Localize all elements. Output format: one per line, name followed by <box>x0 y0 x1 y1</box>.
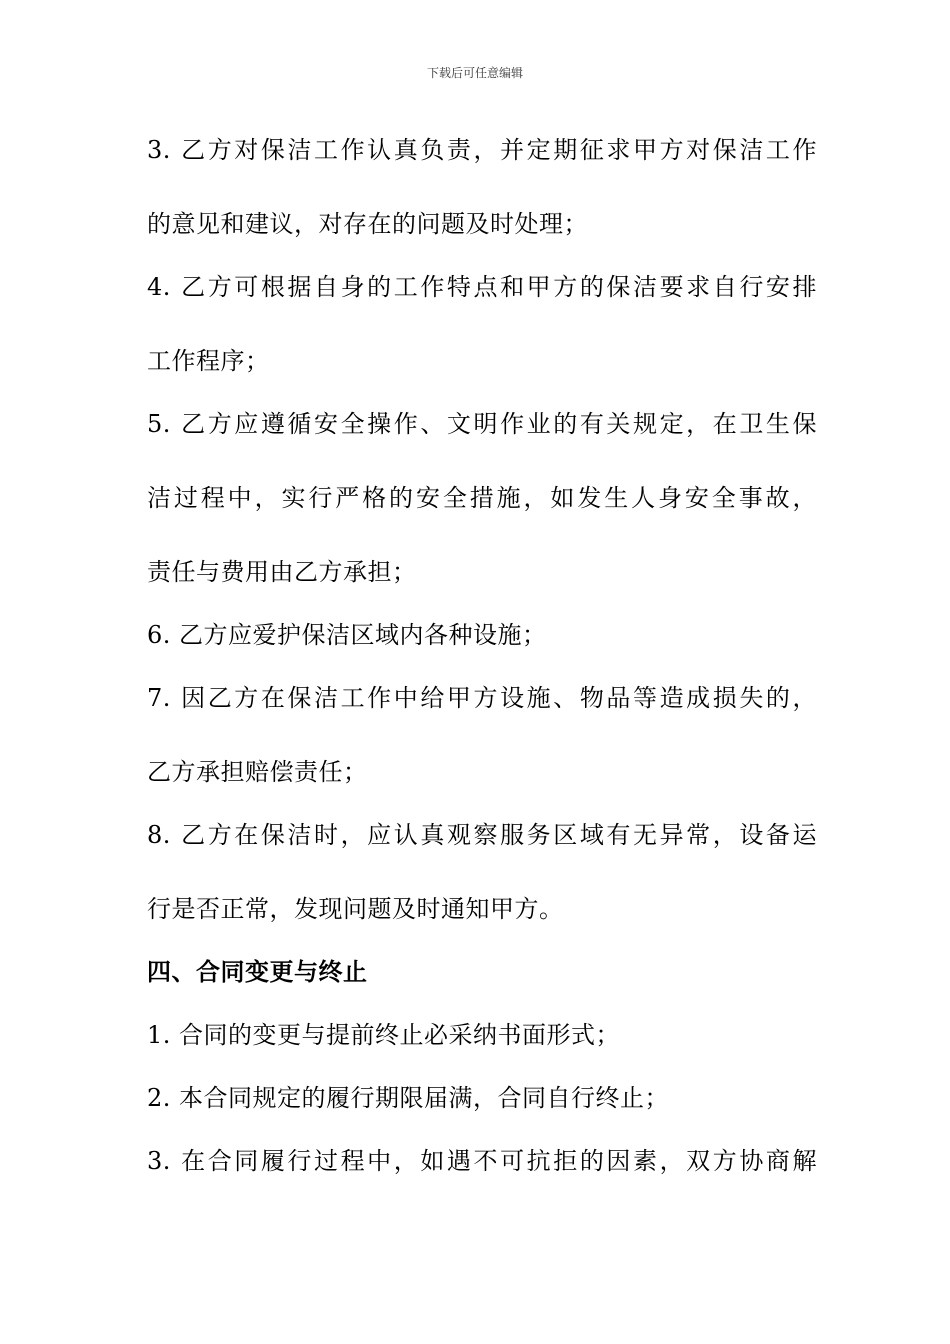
clause-7-line-2: 乙方承担赔偿责任； <box>147 758 368 786</box>
clause-5-line-3: 责任与费用由乙方承担； <box>147 558 417 586</box>
section4-clause-2: 2. 本合同规定的履行期限届满，合同自行终止； <box>147 1084 670 1112</box>
clause-3-line-1: 3. 乙方对保洁工作认真负责，并定期征求甲方对保洁工作 <box>147 136 817 164</box>
page-header: 下载后可任意编辑 <box>426 66 523 80</box>
clause-7-line-1: 7. 因乙方在保洁工作中给甲方设施、物品等造成损失的， <box>147 684 817 712</box>
section4-clause-1: 1. 合同的变更与提前终止必采纳书面形式； <box>147 1021 621 1049</box>
clause-3-line-2: 的意见和建议，对存在的问题及时处理； <box>147 210 588 238</box>
clause-8-line-1: 8. 乙方在保洁时，应认真观察服务区域有无异常，设备运 <box>147 821 817 849</box>
clause-5-line-2: 洁过程中，实行严格的安全措施，如发生人身安全事故， <box>147 484 817 512</box>
clause-4-line-2: 工作程序； <box>147 347 270 375</box>
clause-8-line-2: 行是否正常，发现问题及时通知甲方。 <box>147 895 564 923</box>
clause-6-line-1: 6. 乙方应爱护保洁区域内各种设施； <box>147 621 547 649</box>
section4-clause-3-line-1: 3. 在合同履行过程中，如遇不可抗拒的因素，双方协商解 <box>147 1147 817 1175</box>
clause-4-line-1: 4. 乙方可根据自身的工作特点和甲方的保洁要求自行安排 <box>147 273 817 301</box>
clause-5-line-1: 5. 乙方应遵循安全操作、文明作业的有关规定，在卫生保 <box>147 410 817 438</box>
section-heading: 四、合同变更与终止 <box>147 958 368 986</box>
